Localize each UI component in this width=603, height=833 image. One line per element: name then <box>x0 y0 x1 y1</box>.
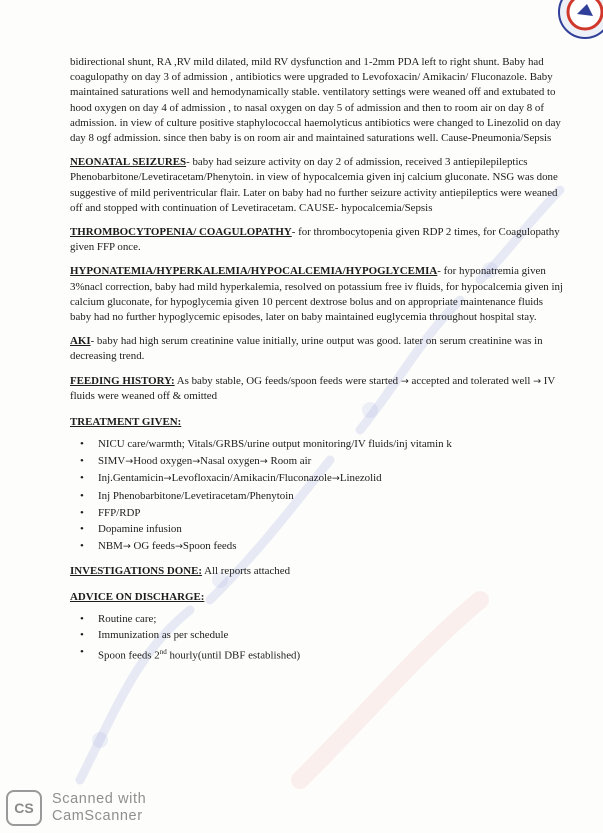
arrow-right-icon: → <box>125 455 134 467</box>
treatment-step: OG feeds <box>130 539 175 552</box>
feeding-text-1: As baby stable, OG feeds/spoon feeds were started <box>174 374 401 387</box>
arrow-right-icon: → <box>331 473 340 485</box>
ordinal-suffix: nd <box>159 648 167 657</box>
arrow-right-icon: → <box>163 473 172 485</box>
advice-text: Spoon feeds 2 <box>98 649 160 662</box>
investigations-text: All reports attached <box>202 565 291 578</box>
arrow-right-icon: → <box>174 540 183 552</box>
treatment-item <box>88 538 565 556</box>
thrombocytopenia-heading: THROMBOCYTOPENIA/ COAGULOPATHY <box>70 226 292 239</box>
camscanner-text: CamScanner <box>52 808 143 824</box>
treatment-step: Inj.Gentamicin <box>98 472 164 485</box>
thrombocytopenia-section <box>70 225 565 255</box>
treatment-item: • NICU care/warmth; Vitals/GRBS/urine output monitoring/IV fluids/inj vitamin k <box>88 436 565 453</box>
hospital-course-paragraph: bidirectional shunt, RA ,RV mild dilated, mild RV dysfunction and 1-2mm PDA left to right shunt. Baby had coagulopathy on day 3 of admission , antibiotics were upgraded to Levofoxacin/ Amikacin/ Fluconazole. Baby maintained saturations well and hemodynamically stable. ventilatory settings were weaned off and extubated to hood oxygen on day 4 of admission , to nasal oxygen on day 5 of admission and then to room air on day 8 of admission. in view of culture positive staphylococcal haemolyticus antibiotics were changed to Linezolid on day day 8 ogf admission. since then baby is on room air and maintained saturations well. Cause-Pneumonia/Sepsis <box>70 56 561 145</box>
electrolyte-text: - for hyponatremia given 3%nacl correction, baby had mild hyperkalemia, resolved on potassium free iv fluids, for hypocalcemia given inj calcium gluconate, for hypoglycemia given 10 percent dextrose bolus and on appropriate maintenance fluids baby had no further hypoglycemic episodes, later on baby maintained euglycemia throughout hospital stay. <box>70 265 563 324</box>
scanned-with-text: Scanned with <box>52 791 147 807</box>
neonatal-seizures-text: - baby had seizure activity on day 2 of admission, received 3 antiepilepileptics Phenobarbitone/Levetiracetam/Phenytoin. in view of hypocalcemia given inj calcium gluconate. NSG was done suggestive of mild periventricular flair. Later on baby had no further seizure activity antiepileptics were weaned off and stopped with continuation of Levetiracetam. CAUSE- hypocalcemia/Sepsis <box>70 156 558 214</box>
arrow-right-icon: → <box>259 455 268 467</box>
treatment-step: Levofloxacin/Amikacin/Fluconazole <box>171 472 332 485</box>
camscanner-logo: CS <box>6 790 42 826</box>
treatment-step: Hood oxygen <box>133 454 193 467</box>
discharge-summary-body <box>70 55 565 664</box>
feeding-text-3: IV fluids were weaned off & omitted <box>70 374 556 402</box>
electrolyte-section <box>70 264 565 325</box>
treatment-step: Spoon feeds <box>182 539 237 552</box>
treatment-step: Linezolid <box>339 472 382 485</box>
advice-item <box>88 644 565 664</box>
aki-section <box>70 334 565 364</box>
electrolyte-heading: HYPONATEMIA/HYPERKALEMIA/HYPOCALCEMIA/HYPOGLYCEMIA <box>70 265 438 278</box>
treatment-step: Room air <box>267 454 312 467</box>
investigations-section <box>70 564 565 579</box>
advice-item: • Routine care; <box>88 611 565 628</box>
arrow-right-icon: → <box>192 455 201 467</box>
camscanner-watermark <box>6 790 146 826</box>
treatment-given-heading: TREATMENT GIVEN: <box>70 416 182 429</box>
aki-text: - baby had high serum creatinine value initially, urine output was good. later on serum creatinine was in decreasing trend. <box>70 335 543 363</box>
treatment-item: • FFP/RDP <box>88 505 565 522</box>
camscanner-label <box>52 791 146 825</box>
treatment-list <box>70 436 565 555</box>
arrow-right-icon: → <box>533 375 542 387</box>
advice-text: hourly(until DBF established) <box>166 649 301 662</box>
treatment-item <box>88 453 565 471</box>
aki-heading: AKI <box>70 335 91 348</box>
advice-item: • Immunization as per schedule <box>88 627 565 644</box>
arrow-right-icon: → <box>122 540 131 552</box>
neonatal-seizures-section <box>70 155 565 216</box>
feeding-text-2: accepted and tolerated well <box>408 374 534 387</box>
treatment-item: • Dopamine infusion <box>88 521 565 538</box>
advice-list <box>70 611 565 664</box>
feeding-history-section <box>70 374 565 404</box>
neonatal-seizures-heading: NEONATAL SEIZURES <box>70 156 187 169</box>
treatment-item <box>88 470 565 488</box>
arrow-right-icon: → <box>400 375 409 387</box>
advice-heading: ADVICE ON DISCHARGE: <box>70 590 205 603</box>
treatment-step: Nasal oxygen <box>200 454 260 467</box>
feeding-history-heading: FEEDING HISTORY: <box>70 374 175 387</box>
hospital-seal-logo <box>543 0 603 50</box>
treatment-item: • Inj Phenobarbitone/Levetiracetam/Phenytoin <box>88 488 565 505</box>
treatment-step: NBM <box>98 539 123 552</box>
treatment-step: SIMV <box>98 454 126 467</box>
thrombocytopenia-text: - for thrombocytopenia given RDP 2 times, for Coagulopathy given FFP once. <box>70 226 560 254</box>
investigations-heading: INVESTIGATIONS DONE: <box>70 565 203 578</box>
